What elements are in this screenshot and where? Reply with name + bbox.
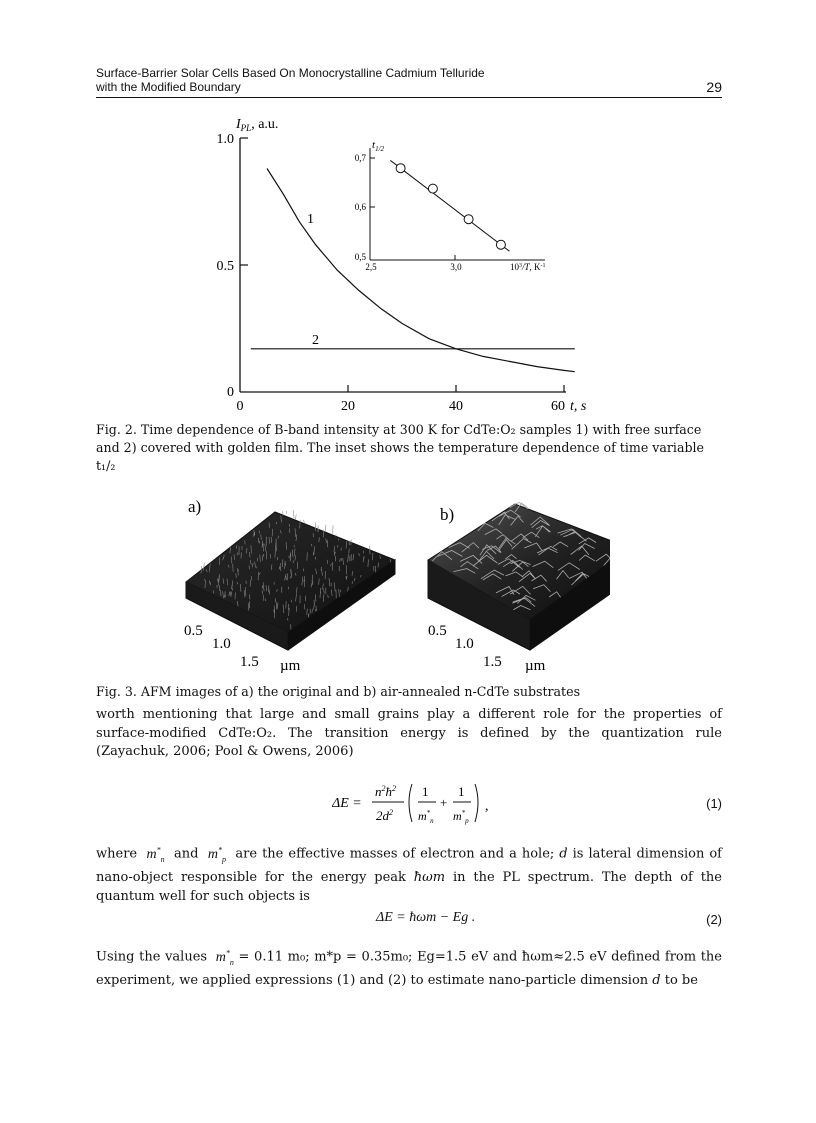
figure-2-caption: Fig. 2. Time dependence of B-band intensity at 300 K for CdTe:O₂ samples 1) with free surface and 2) covered with golden film. The inset shows the temperature dependence of time variable t₁/₂ — [96, 422, 705, 473]
inset-x-axis-label: $10^3/T$, $K^{-1}$ — [510, 262, 546, 272]
inset-y-label-05: 0,5 — [354, 252, 366, 262]
series-2-label: 2 — [312, 333, 319, 348]
para2-d: d — [559, 846, 568, 862]
equation-2: ΔE = ħωm − Eg . — [376, 910, 476, 925]
afm-a-unit: µm — [280, 658, 301, 674]
mp-symbol: $m^*_p$ — [203, 845, 226, 864]
running-header — [96, 66, 722, 94]
afm-panel-b — [428, 502, 610, 674]
inset-y-axis-label: $t_{1/2}$ — [372, 139, 385, 153]
svg-text:n2ħ2: $n^2ħ^2$ — [375, 784, 396, 799]
y-tick-label-05: 0.5 — [216, 259, 234, 274]
svg-text:1: 1 — [422, 784, 429, 799]
y-tick-label-1: 1.0 — [216, 132, 234, 147]
y-tick-label-0: 0 — [227, 385, 234, 400]
para3-experiment: experiment, we applied expressions (1) and (2) to estimate nano-particle dimension — [96, 973, 649, 989]
inset-point — [496, 240, 505, 249]
svg-text:,: , — [485, 799, 489, 814]
x-tick-label-0: 0 — [236, 399, 244, 414]
figure-3-afm — [170, 490, 610, 680]
afm-a-tick-05: 0.5 — [184, 623, 203, 639]
header-title-line2: with the Modified Boundary — [96, 80, 241, 94]
figure-2-chart — [190, 110, 610, 420]
equation-2-number: (2) — [706, 912, 722, 927]
svg-text:2d2: $2d^2$ — [376, 808, 393, 823]
equation-1 — [332, 776, 532, 826]
afm-b-label: b) — [440, 505, 455, 524]
inset-point — [396, 164, 405, 173]
inset-point — [464, 215, 473, 224]
x-axis-label: t, s — [570, 399, 587, 414]
inset-y-label-06: 0,6 — [354, 202, 366, 212]
para2-and: and — [174, 846, 199, 862]
header-title-line1: Surface-Barrier Solar Cells Based On Monocrystalline Cadmium Telluride — [96, 66, 485, 80]
svg-text:m*n: $m^*_n$ — [418, 809, 434, 825]
x-tick-label-20: 20 — [341, 399, 355, 414]
paragraph-2 — [96, 841, 722, 906]
svg-text:m*p: $m^*_p$ — [453, 809, 469, 825]
svg-text:ΔE =: ΔE = — [332, 796, 362, 811]
para3-end: to be — [664, 973, 698, 989]
para3-d: d — [652, 973, 661, 989]
para2-hw: ħωm — [413, 870, 446, 886]
y-axis-label: $I_{PL}$, a.u. — [236, 117, 279, 133]
para2-masses: are the effective masses of electron and a hole; — [235, 846, 555, 862]
figure-3-caption: Fig. 3. AFM images of a) the original and b) air-annealed n-CdTe substrates — [96, 684, 581, 699]
afm-b-tick-15: 1.5 — [483, 654, 502, 670]
afm-panel-a — [184, 497, 395, 674]
page-number: 29 — [706, 79, 722, 95]
inset-x-label-25: 2,5 — [365, 262, 377, 272]
para2-end: in the PL spectrum. The depth of the quantum well for such objects is — [96, 870, 722, 904]
para3-intro: Using the values — [96, 949, 208, 965]
svg-text:1: 1 — [458, 784, 465, 799]
inset-y-label-07: 0,7 — [354, 153, 366, 163]
equation-1-number: (1) — [706, 796, 722, 811]
x-tick-label-40: 40 — [449, 399, 463, 414]
inset-point — [428, 184, 437, 193]
paragraph-3 — [96, 944, 722, 991]
inset-x-label-30: 3,0 — [450, 262, 462, 272]
para2-where: where — [96, 846, 138, 862]
svg-text:+: + — [440, 795, 448, 810]
inset-fit-line — [390, 160, 509, 251]
paragraph-1: worth mentioning that large and small grains play a different role for the properties of surface-modified CdTe:O₂. The transition energy is defined by the quantization rule (Zayachuk, 2006; Pool & Owens, 2006) — [96, 707, 722, 760]
para2-lateral: is lateral dimension of nano-object responsible for the energy peak — [96, 846, 722, 886]
afm-a-label: a) — [188, 497, 202, 516]
mn-symbol: $m^*_n$ — [142, 845, 165, 864]
mn-symbol-2: $m^*_n$ — [211, 948, 234, 967]
header-rule — [96, 97, 722, 98]
equation-1-graphic — [332, 776, 532, 828]
x-tick-label-60: 60 — [551, 399, 565, 414]
afm-a-tick-15: 1.5 — [240, 654, 259, 670]
series-1-label: 1 — [307, 212, 314, 227]
afm-b-tick-10: 1.0 — [455, 636, 474, 652]
afm-a-tick-10: 1.0 — [212, 636, 231, 652]
afm-b-unit: µm — [525, 658, 546, 674]
para3-values: = 0.11 m₀; m*p = 0.35m₀; Eg=1.5 eV and ħωm≈2.5 eV defined from the — [238, 949, 722, 965]
inset-chart — [355, 139, 546, 272]
afm-b-tick-05: 0.5 — [428, 623, 447, 639]
